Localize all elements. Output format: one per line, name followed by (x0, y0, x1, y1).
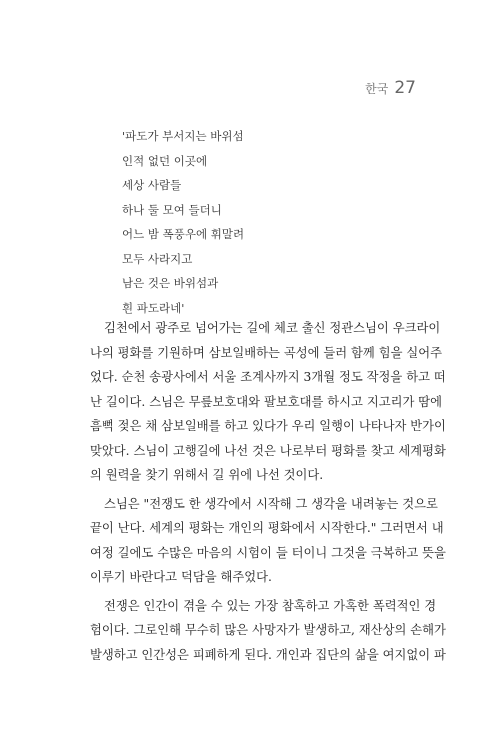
running-head (365, 78, 416, 98)
text-line: 었다. 순천 송광사에서 서울 조계사까지 3개월 정도 작정을 하고 떠 (90, 370, 446, 384)
text-line: 여정 길에도 수많은 마음의 시험이 들 터이니 그것을 극복하고 뜻을 (90, 545, 446, 560)
poem-line: 하나 둘 모여 들더니 (122, 202, 222, 217)
text-line: 전쟁은 인간이 겪을 수 있는 가장 참혹하고 가혹한 폭력적인 경 (104, 598, 437, 613)
poem-line: 남은 것은 바위섬과 (122, 276, 219, 290)
text-line: 발생하고 인간성은 피폐하게 된다. 개인과 집단의 삶을 여지없이 파 (90, 647, 446, 662)
paragraph (90, 316, 446, 488)
poem-line: 세상 사람들 (122, 178, 182, 192)
text-line: 의 원력을 찾기 위해서 길 위에 나선 것이다. (90, 468, 324, 482)
text-line: 김천에서 광주로 넘어가는 길에 체코 출신 정관스님이 우크라이 (104, 321, 441, 335)
text-line: 흠뻑 젖은 채 삼보일배를 하고 있다가 우리 일행이 나타나자 반가이 (90, 419, 446, 433)
page-number: 27 (394, 78, 416, 98)
quoted-poem (122, 124, 244, 320)
text-line: 맞았다. 스님이 고행길에 나선 것은 나로부터 평화를 찾고 세계평화 (90, 443, 446, 458)
text-line: 이루기 바란다고 덕담을 해주었다. (90, 570, 272, 584)
text-line: 험이다. 그로인해 무수히 많은 사망자가 발생하고, 재산상의 손해가 (90, 623, 446, 637)
text-line: 스님은 "전쟁도 한 생각에서 시작해 그 생각을 내려놓는 것으로 (104, 496, 438, 511)
text-line: 난 길이다. 스님은 무릎보호대와 팔보호대를 하시고 지고리가 땀에 (90, 394, 442, 409)
poem-line: 모두 사라지고 (122, 251, 193, 266)
text-line: 나의 평화를 기원하며 삼보일배하는 곡성에 들러 함께 힘을 실어주 (90, 345, 442, 360)
paragraph (90, 492, 446, 590)
paragraph (90, 594, 446, 668)
poem-line: 어느 밤 폭풍우에 휘말려 (122, 227, 245, 241)
text-line: 끝이 난다. 세계의 평화는 개인의 평화에서 시작한다." 그러면서 내 (90, 521, 444, 535)
body-text (90, 316, 446, 671)
poem-line: 인적 없던 이곳에 (122, 153, 208, 168)
section-title: 한국 (365, 82, 389, 96)
poem-line: 흰 파도라네' (122, 300, 185, 315)
poem-line: '파도가 부서지는 바위섬 (122, 129, 244, 143)
